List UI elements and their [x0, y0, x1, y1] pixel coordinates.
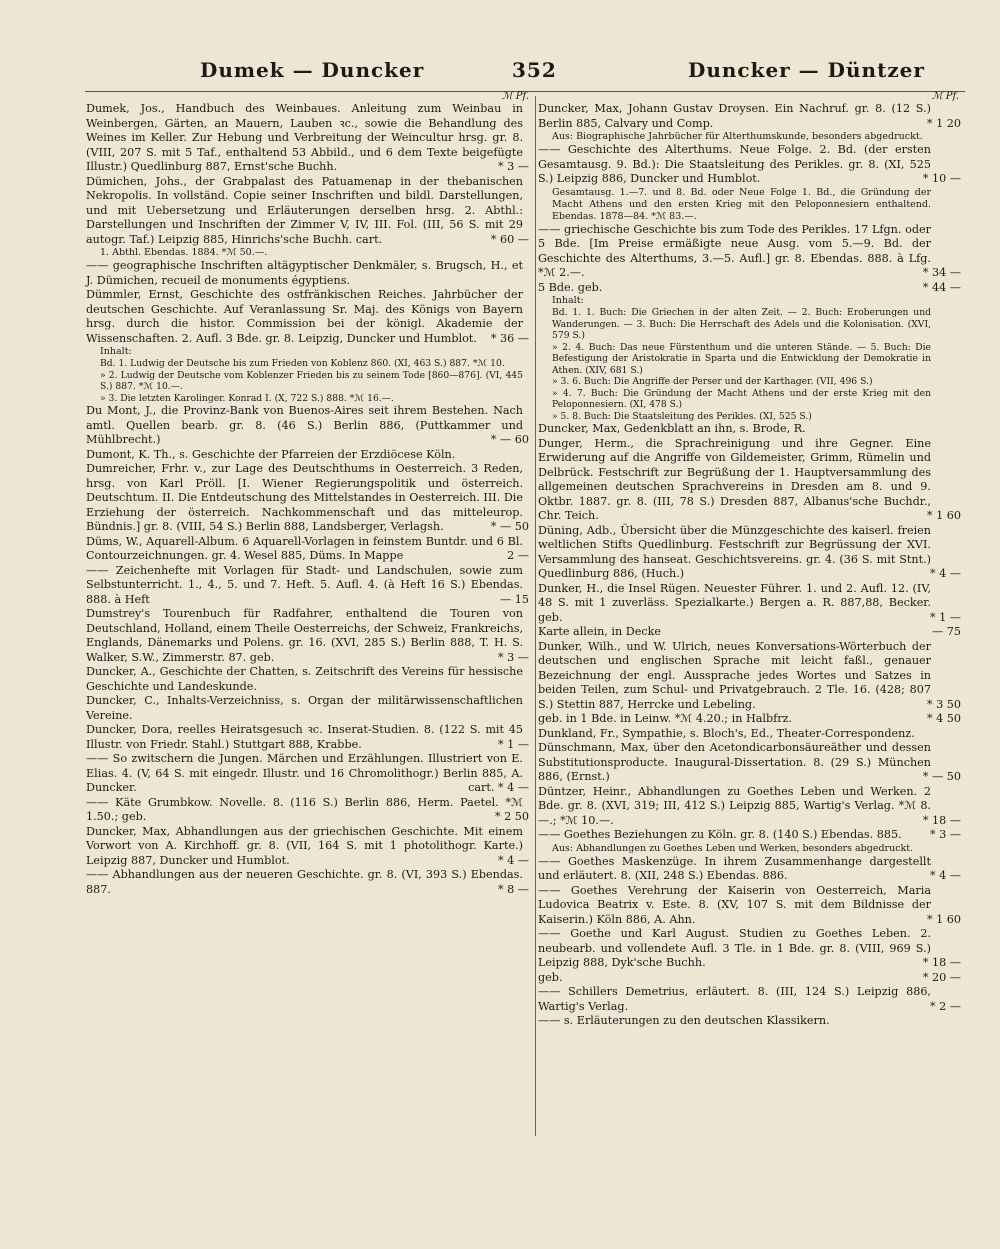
catalog-entry [86, 247, 501, 259]
entry-price: * 2 50 [494, 810, 529, 823]
entry-price: * 1 60 [926, 912, 961, 926]
catalog-entry [86, 563, 529, 608]
catalog-entry [86, 534, 529, 564]
entry-contents-line: » 5. 8. Buch: Die Staatsleitung des Perikles. (XI, 525 S.) [552, 410, 812, 422]
catalog-entry [86, 607, 529, 665]
catalog-entry [538, 828, 961, 843]
entry-text: Dünschmann, Max, über den Acetondicarbonsäureäther und dessen Substitutionsproducte. Inaugural-Dissertation. 8. (29 S.) München 886, (Ernst.) [538, 741, 931, 783]
entry-price: * 1 60 [926, 509, 961, 522]
catalog-entry [86, 448, 501, 463]
catalog-entry [538, 727, 931, 742]
catalog-entry [538, 411, 931, 423]
catalog-entry [538, 523, 961, 582]
entry-text: Düntzer, Heinr., Abhandlungen zu Goethes Leben und Werken. 2 Bde. gr. 8. (XVI, 319; III, 412 S.) Leipzig 885, Wartig's Verlag. *ℳ 8.—.; *ℳ 10.—. [538, 784, 931, 827]
entry-text: —— Geschichte des Alterthums. Neue Folge. 2. Bd. (der ersten Gesamtausg. 9. Bd.): Die Staatsleitung des Perikles. gr. 8. (XI, 525 S.) Leipzig 886, Duncker und Humblot. [538, 143, 931, 185]
catalog-entry [538, 295, 931, 307]
entry-note: Inhalt: [552, 295, 584, 306]
entry-text: geb. [538, 970, 563, 984]
catalog-entry [538, 388, 931, 411]
entry-text: —— Goethes Beziehungen zu Köln. gr. 8. (140 S.) Ebendas. 885. [538, 828, 902, 841]
right-column [538, 91, 961, 1029]
entry-text: Dunker, H., die Insel Rügen. Neuester Führer. 1. und 2. Aufl. 12. (IV, 48 S. mit 1 zuverläss. Spezialkarte.) Bergen a. R. 887,88, Becker. geb. [538, 581, 931, 624]
entry-text: Duncker, C., Inhalts-Verzeichniss, s. Organ der militärwissenschaftlichen Vereine. [86, 694, 523, 722]
catalog-entry [538, 784, 961, 829]
catalog-entry [538, 854, 961, 884]
catalog-entry [86, 665, 523, 694]
entry-text: Dunkland, Fr., Sympathie, s. Bloch's, Ed., Theater-Correspondenz. [538, 726, 915, 740]
entry-text: —— Zeichenhefte mit Vorlagen für Stadt- und Landschulen, sowie zum Selbstunterricht. 1., 4., 5. und 7. Heft. 5. Aufl. 4. (à Heft 16 S.) Ebendas. 888. à Heft [86, 563, 523, 606]
entry-text: —— griechische Geschichte bis zum Tode des Perikles. 17 Lfgn. oder 5 Bde. [Im Preise ermäßigte neue Ausg. vom 5.—9. Bd. der Geschichte des Alterthums, 3.—5. Aufl.] gr. 8. Ebendas. 888. à Lfg. *ℳ 2.—. [538, 222, 931, 279]
entry-text: —— Abhandlungen aus der neueren Geschichte. gr. 8. (VI, 393 S.) Ebendas. 887. [86, 868, 523, 896]
entry-price: — 75 [932, 625, 961, 638]
entry-contents-line: Bd. 1. Ludwig der Deutsche bis zum Frieden von Koblenz 860. (XI, 463 S.) 887. *ℳ 10. [100, 358, 505, 369]
entry-text: geb. in 1 Bde. in Leinw. *ℳ 4.20.; in Halbfrz. [538, 712, 793, 725]
entry-text: —— So zwitschern die Jungen. Märchen und Erzählungen. Illustriert von E. Elias. 4. (V, 64 S. mit eingedr. Illustr. und 16 Chromolithogr.) Berlin 885, A. Duncker. [86, 752, 523, 794]
entry-contents-line: » 2. Ludwig der Deutsche vom Koblenzer Frieden bis zu seinem Tode [860—876]. (VI, 445 S.) 887. *ℳ 10.—. [100, 369, 523, 392]
catalog-entry [86, 288, 529, 346]
catalog-entry [538, 985, 961, 1014]
catalog-entry [538, 970, 961, 986]
entry-text: 5 Bde. geb. [538, 280, 603, 294]
catalog-entry [538, 843, 931, 855]
catalog-entry [538, 280, 961, 296]
entry-price: * 2 — [929, 999, 961, 1013]
catalog-entry [538, 927, 961, 971]
entry-text: Dumek, Jos., Handbuch des Weinbaues. Anleitung zum Weinbau in Weinbergen, Gärten, an Mauern, Lauben ꝛc., sowie die Behandlung des Weines im Keller. Zur Hebung und Verbreitung der Weincultur hrsg. gr. 8. (VIII, 207 S. mit 5 Taf., enthaltend 53 Abbild., und 6 dem Texte beigefügte Illustr.) Quedlinburg 887, Ernst'sche Buchh. [86, 102, 523, 173]
catalog-entry [86, 694, 523, 723]
header-right-title: Duncker — Düntzer [688, 58, 925, 82]
catalog-entry [86, 723, 529, 752]
catalog-entry [538, 422, 931, 437]
catalog-entry [538, 639, 961, 713]
entry-price: * 60 — [490, 232, 529, 246]
entry-text: Dunger, Herm., die Sprachreinigung und ihre Gegner. Eine Erwiderung auf die Angriffe von Gildemeister, Grimm, Rümelin und Delbrück. Festschrift zur Begrüßung der 1. Hauptversammlung des allgemeinen deutschen Sprachvereins in Dresden am 8. und 9. Oktbr. 1887. gr. 8. (III, 78 S.) Dresden 887, Albanus'sche Buchdr., Chr. Teich. [538, 436, 931, 522]
entry-price: * 3 — [497, 160, 529, 173]
left-price-heading: ℳ Pf. [501, 91, 529, 102]
entry-contents-line: » 3. Die letzten Karolinger. Konrad I. (X, 722 S.) 888. *ℳ 16.—. [100, 392, 394, 404]
running-header [0, 58, 1000, 88]
entry-text: Düning, Adb., Übersicht über die Münzgeschichte des kaiserl. freien weltlichen Stifts Quedlinburg. Festschrift zur Begrüssung der XVI. Versammlung des hanseat. Geschichtsvereins. gr. 4. (36 S. mit Stnt.) Quedlinburg 886, (Huch.) [538, 523, 931, 580]
catalog-entry [86, 346, 501, 358]
entry-price: * 3 50 [926, 697, 961, 711]
entry-text: —— Goethe und Karl August. Studien zu Goethes Leben. 2. neubearb. und vollendete Aufl. 3 Tle. in 1 Bde. gr. 8. (VIII, 969 S.) Leipzig 888, Dyk'sche Buchh. [538, 927, 931, 969]
entry-price: * 4 — [497, 853, 529, 867]
entry-price: * 3 — [497, 650, 529, 664]
catalog-entry [538, 143, 961, 187]
entry-contents-line: Bd. 1. 1. Buch: Die Griechen in der alten Zeit. — 2. Buch: Eroberungen und Wanderungen. — 3. Buch: Die Herrschaft des Adels und die Kolonisation. (XVI, 579 S.) [552, 307, 931, 341]
catalog-entry [538, 222, 961, 281]
catalog-entry [86, 404, 529, 448]
entry-text: —— Goethes Maskenzüge. In ihrem Zusammenhange dargestellt und erläutert. 8. (XII, 248 S.) Ebendas. 886. [538, 854, 931, 882]
entry-note: Inhalt: [100, 346, 132, 357]
entry-text: Du Mont, J., die Provinz-Bank von Buenos-Aires seit ihrem Bestehen. Nach amtl. Quellen bearb. gr. 8. (46 S.) Berlin 886, (Puttkammer und Mühlbrecht.) [86, 404, 523, 446]
entry-price: 2 — [507, 549, 529, 562]
catalog-entry [86, 369, 523, 393]
catalog-entry [86, 358, 505, 370]
entry-note: 1. Abthl. Ebendas. 1884. *ℳ 50.—. [100, 247, 268, 258]
entry-text: Düms, W., Aquarell-Album. 6 Aquarell-Vorlagen in feinstem Buntdr. und 6 Bl. Contourzeichnungen. gr. 4. Wesel 885, Düms. In Mappe [86, 534, 523, 562]
catalog-entry [86, 393, 501, 405]
catalog-entry [86, 868, 529, 897]
catalog-entry [538, 712, 961, 727]
entry-text: Duncker, Dora, reelles Heiratsgesuch ꝛc. Inserat-Studien. 8. (122 S. mit 45 Illustr. von Friedr. Stahl.) Stuttgart 888, Krabbe. [86, 723, 523, 751]
entry-price: * 1 20 [926, 116, 961, 130]
entry-note: Aus: Abhandlungen zu Goethes Leben und Werken, besonders abgedruckt. [552, 842, 914, 854]
entry-price: — 15 [500, 592, 529, 606]
entry-text: —— geographische Inschriften altägyptischer Denkmäler, s. Brugsch, H., et J. Dümichen, recueil de monuments égyptiens. [86, 259, 523, 287]
page-number: 352 [512, 58, 557, 82]
entry-price: * 1 — [929, 610, 961, 624]
catalog-entry [538, 131, 931, 143]
entry-text: Dumreicher, Frhr. v., zur Lage des Deutschthums in Oesterreich. 3 Reden, hrsg. von Karl Pröll. [I. Wiener Regierungspolitik und österreich. Deutschtum. II. Die Entdeutschung des Mittelstandes in Oesterreich. III. Die Erziehung der österreich. Nachkommenschaft und das mitteleurop. Bündnis.] gr. 8. (VIII, 54 S.) Berlin 888, Landsberger, Verlagsh. [86, 462, 523, 533]
catalog-entry [538, 376, 931, 388]
catalog-entry [538, 625, 961, 640]
catalog-entry [538, 883, 961, 928]
entry-price: * 18 — [922, 813, 961, 827]
entry-price: * 4 — [929, 869, 961, 882]
entry-text: Dümichen, Johs., der Grabpalast des Patuamenap in der thebanischen Nekropolis. In vollständ. Copie seiner Inschriften und bildl. Darstellungen, und mit Uebersetzung und Erläuterungen derselben hrsg. 2. Abthl.: Darstellungen und Inschriften der Zimmer V, IV, III. Fol. (III, 56 S. mit 29 autogr. Taf.) Leipzig 885, Hinrichs'sche Buchh. cart. [86, 174, 523, 246]
catalog-entry [86, 462, 529, 535]
entry-price: * — 60 [490, 433, 529, 446]
left-column [86, 91, 529, 897]
entry-price: * — 50 [922, 770, 961, 783]
entry-price: cart. * 4 — [468, 781, 529, 794]
catalog-entry [538, 102, 961, 131]
catalog-entry [86, 752, 529, 796]
entry-text: Duncker, Max, Gedenkblatt an ihn, s. Brode, R. [538, 422, 806, 435]
right-price-heading: ℳ Pf. [931, 91, 959, 102]
catalog-entry [538, 741, 961, 785]
catalog-entry [538, 581, 961, 626]
catalog-entry [86, 174, 529, 248]
column-divider [535, 96, 536, 1136]
entry-contents-line: » 2. 4. Buch: Das neue Fürstenthum und die unteren Stände. — 5. Buch: Die Befestigung der Aristokratie in Sparta und die Entwicklung der Demokratie in Athen. (XIV, 681 S.) [552, 341, 931, 376]
entry-price: * 1 — [497, 737, 529, 751]
catalog-entry [538, 187, 931, 223]
entry-text: Karte allein, in Decke [538, 625, 661, 638]
entry-price: * 4 50 [926, 712, 961, 725]
entry-contents-line: » 4. 7. Buch: Die Gründung der Macht Athens und der erste Krieg mit den Peloponnesiern. (XI, 478 S.) [552, 387, 931, 410]
entry-text: Duncker, Max, Johann Gustav Droysen. Ein Nachruf. gr. 8. (12 S.) Berlin 885, Calvary und Comp. [538, 102, 931, 130]
entry-contents-line: » 3. 6. Buch: Die Angriffe der Perser und der Karthager. (VII, 496 S.) [552, 376, 873, 387]
entry-price: * 34 — [922, 266, 961, 279]
catalog-entry [86, 259, 523, 288]
entry-price: * 3 — [929, 828, 961, 841]
entry-note: Aus: Biographische Jahrbücher für Alterthumskunde, besonders abgedruckt. [552, 131, 923, 142]
entry-text: —— Schillers Demetrius, erläutert. 8. (III, 124 S.) Leipzig 886, Wartig's Verlag. [538, 985, 931, 1013]
entry-price: * 4 — [929, 567, 961, 580]
entry-price: * 18 — [922, 956, 961, 969]
catalog-entry [538, 307, 931, 342]
entry-text: Duncker, A., Geschichte der Chatten, s. Zeitschrift des Vereins für hessische Geschichte und Landeskunde. [86, 665, 523, 693]
entry-text: Dumstrey's Tourenbuch für Radfahrer, enthaltend die Touren von Deutschland, Holland, einem Theile Oesterreichs, der Schweiz, Frankreichs, Englands, Dänemarks und Polens. gr. 16. (XVI, 285 S.) Berlin 888, T. H. S. Walker, S.W., Zimmerstr. 87. geb. [86, 607, 523, 664]
entry-text: Duncker, Max, Abhandlungen aus der griechischen Geschichte. Mit einem Vorwort von A. Kirchhoff. gr. 8. (VII, 164 S. mit 1 photolithogr. Karte.) Leipzig 887, Duncker und Humblot. [86, 824, 523, 867]
entry-text: —— Käte Grumbkow. Novelle. 8. (116 S.) Berlin 886, Herm. Paetel. *ℳ 1.50.; geb. [86, 795, 523, 823]
entry-text: —— Goethes Verehrung der Kaiserin von Oesterreich, Maria Ludovica Beatrix v. Este. 8. (XV, 107 S. mit dem Bildnisse der Kaiserin.) Köln 886, A. Ahn. [538, 883, 931, 926]
entry-note: Gesamtausg. 1.—7. und 8. Bd. oder Neue Folge 1. Bd., die Gründung der Macht Athens und den ersten Krieg mit den Peloponnesiern enthaltend. Ebendas. 1878—84. *ℳ 83.—. [552, 186, 931, 222]
entry-price: * — 50 [490, 520, 529, 533]
catalog-entry [86, 102, 529, 175]
entry-price: * 10 — [922, 172, 961, 185]
entry-price: * 44 — [922, 280, 961, 294]
entry-price: * 20 — [922, 970, 961, 984]
header-left-title: Dumek — Duncker [200, 58, 425, 82]
entry-text: Dümmler, Ernst, Geschichte des ostfränkischen Reiches. Jahrbücher der deutschen Geschichte. Auf Veranlassung Sr. Maj. des Königs von Bayern hrsg. durch die histor. Commission bei der königl. Akademie der Wissenschaften. 2. Aufl. 3 Bde. gr. 8. Leipzig, Duncker und Humblot. [86, 288, 523, 345]
entry-text: —— s. Erläuterungen zu den deutschen Klassikern. [538, 1014, 830, 1027]
catalog-entry [86, 824, 529, 869]
entry-price: * 36 — [490, 331, 529, 345]
catalog-entry [538, 1014, 931, 1029]
catalog-entry [538, 342, 931, 377]
catalog-entry [86, 795, 529, 825]
entry-text: Dunker, Wilh., und W. Ulrich, neues Konversations-Wörterbuch der deutschen und englischen Sprache mit leicht faßl., genauer Bezeichnung der engl. Aussprache jedes Wortes und Satzes in beiden Teilen, zum Schul- und Privatgebrauch. 2 Tle. 16. (428; 807 S.) Stettin 887, Herrcke und Lebeling. [538, 639, 931, 711]
catalog-entry [538, 436, 961, 524]
entry-price: * 8 — [497, 882, 529, 896]
entry-text: Dumont, K. Th., s. Geschichte der Pfarreien der Erzdiöcese Köln. [86, 447, 456, 461]
